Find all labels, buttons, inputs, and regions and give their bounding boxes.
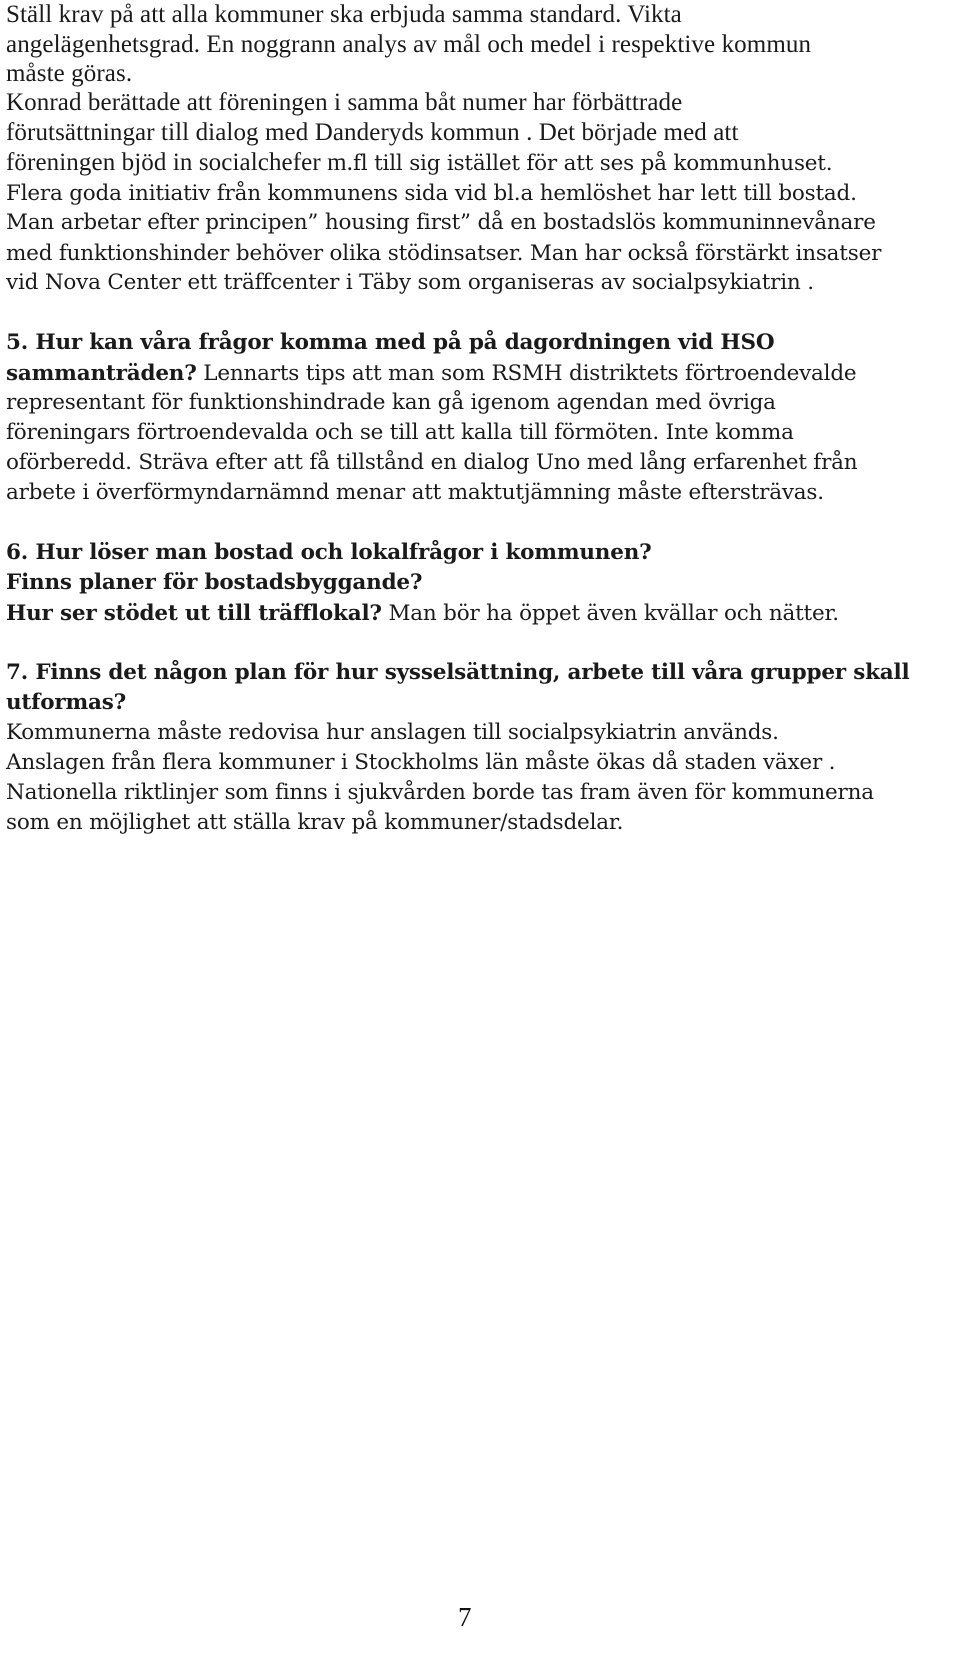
section-6-heading-line-3: Hur ser stödet ut till träfflokal? [6,601,382,626]
konrad-line-7: vid Nova Center ett träffcenter i Täby som organiseras av socialpsykiatrin . [6,270,814,295]
konrad-line-6 [6,238,881,269]
section-6-heading-line-2: Finns planer för bostadsbyggande? [6,570,423,595]
section-6-line-3-rest: Man bör ha öppet även kvällar och nätter. [381,601,839,626]
section-5-line-6: arbete i överförmyndarnämnd menar att maktutjämning måste eftersträvas. [6,480,824,505]
konrad-line-2: förutsättningar till dialog med Danderyds kommun . Det började med att [6,119,739,146]
section-7-line-4: Anslagen från flera kommuner i Stockholms län måste ökas då staden växer . [6,750,836,775]
konrad-line-5: Man arbetar efter principen” housing first” då en bostadslös kommuninnevånare [6,210,876,235]
konrad-line-4-part-b: a hemlöshet har lett till bostad. [520,181,857,206]
section-5-line-2 [6,358,856,389]
section-6-heading-line-1: 6. Hur löser man bostad och lokalfrågor i kommunen? [6,540,652,565]
konrad-line-1: Konrad berättade att föreningen i samma båt numer har förbättrade [6,89,683,116]
konrad-line-4 [6,178,857,209]
intro-line-1: Ställ krav på att alla kommuner ska erbjuda samma standard. Vikta [6,1,682,28]
konrad-line-3-part-a: föreningen bjöd in socialchefer m. [6,149,354,176]
konrad-line-3 [6,148,832,179]
section-7-heading-line-1: 7. Finns det någon plan för hur sysselsättning, arbete till våra grupper skall [6,660,910,685]
konrad-line-3-part-b: fl till sig istället för att ses på kommunhuset. [353,151,833,176]
intro-line-3: måste göras. [6,60,133,87]
section-5-line-3: representant för funktionshindrade kan gå igenom agendan med övriga [6,390,776,415]
section-6-line-3 [6,598,839,629]
page-number: 7 [458,1602,472,1632]
section-5-line-2-rest: Lennarts tips att man som RSMH distriktets förtroendevalde [196,361,857,386]
konrad-line-6-part-b: Man har också förstärkt insatser [523,241,882,266]
intro-line-2: angelägenhetsgrad. En noggrann analys av mål och medel i respektive kommun [6,31,812,58]
section-7-heading-line-2: utformas? [6,690,127,715]
section-5-line-5: oförberedd. Sträva efter att få tillstånd en dialog Uno med lång erfarenhet från [6,450,858,475]
section-7-line-5: Nationella riktlinjer som finns i sjukvården borde tas fram även för kommunerna [6,780,874,805]
section-7-line-6: som en möjlighet att ställa krav på kommuner/stadsdelar. [6,810,624,835]
section-5-line-4: föreningars förtroendevalda och se till att kalla till förmöten. Inte komma [6,420,794,445]
section-5-heading-line-1: 5. Hur kan våra frågor komma med på på dagordningen vid HSO [6,330,775,355]
section-5-heading-line-2: sammanträden? [6,361,197,386]
section-7-line-3: Kommunerna måste redovisa hur anslagen till socialpsykiatrin används. [6,720,779,745]
konrad-line-4-part-a: Flera goda initiativ från kommunens sida vid bl. [6,181,521,206]
konrad-line-6-part-a: med funktionshinder behöver olika stödinsatser. [6,241,524,266]
